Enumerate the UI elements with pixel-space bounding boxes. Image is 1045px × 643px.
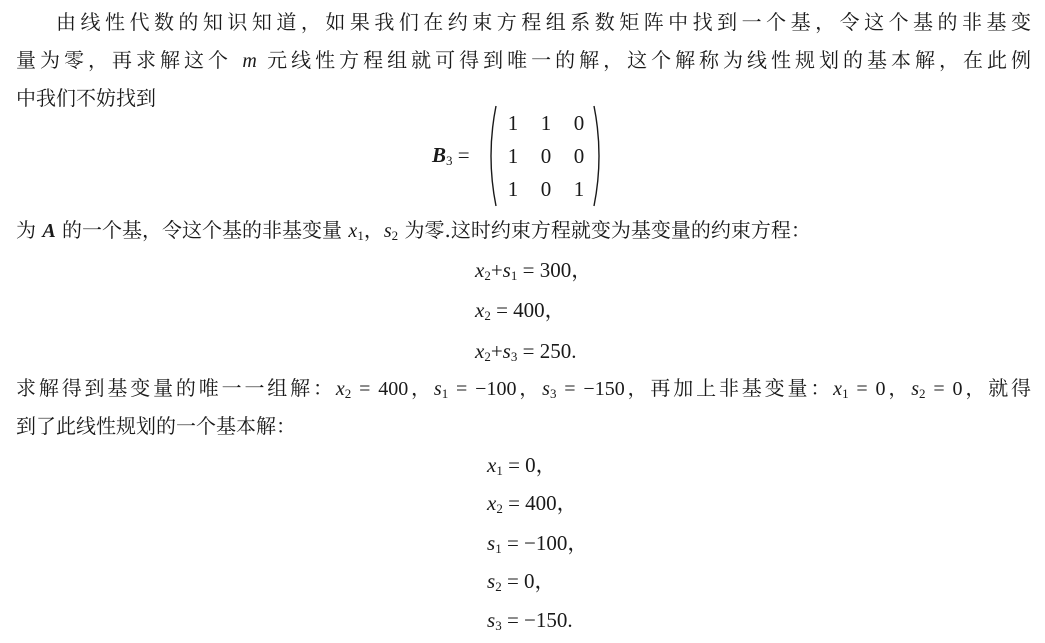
sol-sub: 1 (441, 386, 449, 401)
sol-rhs: = −100， (501, 531, 589, 555)
sol-sub: 3 (549, 386, 557, 401)
para2-comma: ， (363, 218, 384, 242)
sol-sub: 2 (344, 386, 352, 401)
sol-var: s (487, 531, 496, 555)
eq-var: x (475, 298, 485, 322)
eq-rhs: = 300， (517, 258, 593, 282)
para3-line2 (16, 410, 1031, 442)
para2-text-b: 的一个基，令这个基的非基变量 (55, 218, 349, 242)
eq-var: s (502, 258, 511, 282)
para1-line2-text-b: 元线性方程组就可得到唯一的解，这个解称为线性规划的基本解，在此例 (256, 48, 1032, 72)
para1-line3-text: 中我们不妨找到 (16, 86, 156, 110)
para1-line2-text-a: 量为零，再求解这个 (16, 48, 243, 72)
para3-line2-text: 到了此线性规划的一个基本解： (16, 414, 296, 438)
matrix-label-letter: B (432, 143, 447, 167)
variable-m: m (242, 50, 257, 72)
eq-sub: 2 (484, 349, 491, 364)
para1-line1 (56, 6, 1031, 38)
solution-s3 (487, 605, 573, 635)
variable-x-sub: 1 (357, 228, 364, 243)
matrix-cell: 0 (540, 144, 552, 168)
constraint-equation-2 (475, 295, 566, 325)
matrix-cell: 1 (540, 111, 552, 135)
eq-sub: 2 (484, 308, 491, 323)
sol-var: s (433, 378, 442, 400)
matrix-label-sub: 3 (446, 153, 453, 168)
sol-sub: 1 (842, 386, 849, 401)
sol-rhs: = 0， (501, 569, 556, 593)
sol-var: x (335, 378, 345, 400)
matrix-equals: = (452, 143, 470, 167)
sol-rhs: = 0， (848, 378, 912, 400)
para2-text-c: 为零.这时约束方程就变为基变量的约束方程： (398, 218, 811, 242)
matrix-cell: 0 (573, 144, 585, 168)
sol-rhs: = 0， (925, 378, 989, 400)
matrix-cell: 0 (540, 177, 552, 201)
eq-sub: 1 (510, 268, 518, 283)
sol-rhs: = 400， (351, 378, 434, 400)
para1-line2 (16, 44, 1031, 77)
matrix-b3 (432, 104, 612, 210)
sol-var: s (487, 608, 496, 632)
solution-x2 (487, 488, 578, 518)
sol-sub: 2 (919, 386, 926, 401)
matrix-label (432, 140, 470, 170)
sol-var: x (833, 378, 843, 400)
variable-s: s (383, 220, 392, 242)
para3-text-a: 求解得到基变量的唯一一组解： (16, 376, 336, 400)
sol-var: s (487, 569, 496, 593)
constraint-equation-3 (475, 336, 576, 366)
eq-var: s (502, 339, 511, 363)
solution-s1 (487, 528, 588, 558)
sol-rhs: = 0， (502, 453, 557, 477)
eq-op: + (490, 258, 503, 282)
sol-sub: 2 (495, 579, 502, 594)
sol-var: x (487, 453, 497, 477)
constraint-equation-1 (475, 255, 592, 285)
eq-var: x (475, 258, 485, 282)
eq-op: + (490, 339, 503, 363)
matrix-cell: 1 (507, 111, 519, 135)
matrix-cell: 0 (573, 111, 585, 135)
matrix-cell: 1 (507, 177, 519, 201)
variable-s-sub: 2 (391, 228, 399, 243)
sol-rhs: = −150. (501, 608, 573, 632)
eq-sub: 2 (484, 268, 491, 283)
para2-line (16, 214, 1031, 247)
sol-rhs: = 400， (502, 491, 578, 515)
eq-var: x (475, 339, 485, 363)
sol-rhs: = −100， (448, 378, 543, 400)
sol-sub: 1 (496, 463, 503, 478)
right-paren-icon (592, 104, 606, 208)
eq-sub: 3 (510, 349, 518, 364)
para3-line1 (16, 372, 1031, 405)
matrix-cell: 1 (573, 177, 585, 201)
sol-rhs: = −150， (556, 378, 651, 400)
solution-s2 (487, 566, 556, 596)
para3-text-b: 再加上非基变量： (650, 376, 834, 400)
para3-text-c: 就得 (988, 376, 1032, 400)
para1-line1-text: 由线性代数的知识知道，如果我们在约束方程组系数矩阵中找到一个基，令这个基的非基变 (56, 10, 1031, 34)
variable-x: x (348, 220, 358, 242)
matrix-a-symbol: A (42, 220, 56, 242)
matrix-cell: 1 (507, 144, 519, 168)
left-paren-icon (484, 104, 498, 208)
sol-var: x (487, 491, 497, 515)
solution-x1 (487, 450, 557, 480)
sol-var: s (911, 378, 920, 400)
eq-rhs: = 400， (490, 298, 566, 322)
eq-rhs: = 250. (517, 339, 577, 363)
sol-sub: 2 (496, 501, 503, 516)
sol-var: s (542, 378, 550, 400)
sol-sub: 3 (495, 618, 502, 633)
para2-text-a: 为 (16, 218, 43, 242)
sol-sub: 1 (495, 541, 502, 556)
